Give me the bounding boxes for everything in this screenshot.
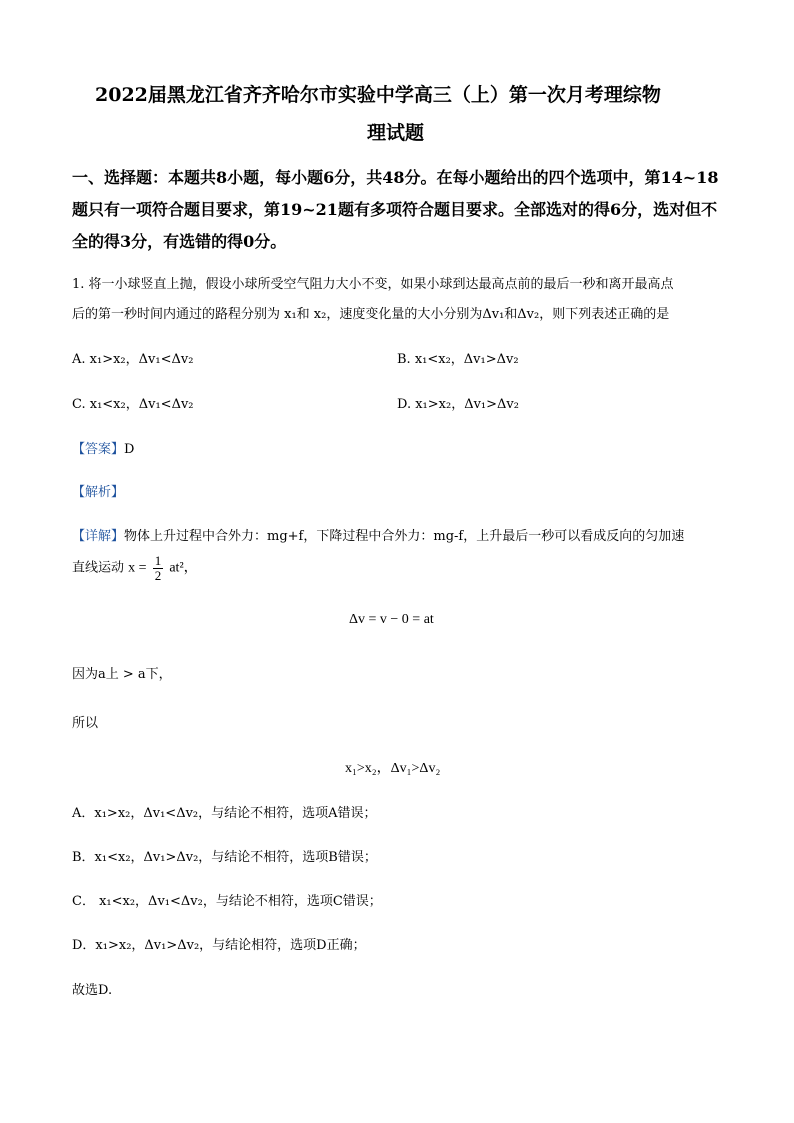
result-line: x₁>x₂，Δv₁>Δv₂ xyxy=(345,761,441,776)
fraction-one-half xyxy=(153,554,164,582)
question-text-line1: 1. 将一小球竖直上抛，假设小球所受空气阻力大小不变，如果小球到达最高点前的最后一秒和离开最高点 xyxy=(72,277,674,292)
detail-option-b: B．x₁<x₂，Δv₁>Δv₂，与结论不相符，选项B错误； xyxy=(72,850,377,865)
so-line: 所以 xyxy=(72,716,99,731)
section-instructions-line1: 一、选择题：本题共8小题，每小题6分，共48分。在每小题给出的四个选项中，第14~18 xyxy=(72,168,719,187)
doc-title-line2: 理试题 xyxy=(367,122,425,144)
detail-option-c: C． x₁<x₂，Δv₁<Δv₂，与结论不相符，选项C错误； xyxy=(72,894,382,909)
option-d: D. x₁>x₂，Δv₁>Δv₂ xyxy=(397,397,519,412)
detail-tag: 【详解】 xyxy=(72,529,125,544)
question-text-line2: 后的第一秒时间内通过的路程分别为 x₁和 x₂，速度变化量的大小分别为Δv₁和Δv₂，则下列表述正确的是 xyxy=(72,307,670,322)
detail-option-d: D．x₁>x₂，Δv₁>Δv₂，与结论相符，选项D正确； xyxy=(72,938,366,953)
detail-line2 xyxy=(72,554,198,582)
final-answer-line: 故选D. xyxy=(72,983,113,998)
answer-line xyxy=(72,438,134,457)
detail-line1 xyxy=(72,525,684,544)
answer-value: D xyxy=(124,442,135,457)
doc-title-line1: 2022届黑龙江省齐齐哈尔市实验中学高三（上）第一次月考理综物 xyxy=(95,84,661,106)
answer-tag: 【答案】 xyxy=(72,442,125,457)
fraction-denominator: 2 xyxy=(154,567,162,583)
option-b: B. x₁<x₂，Δv₁>Δv₂ xyxy=(397,352,519,367)
equation-x-right: at²， xyxy=(169,560,198,576)
option-c: C. x₁<x₂，Δv₁<Δv₂ xyxy=(72,397,194,412)
fraction-numerator: 1 xyxy=(154,553,162,568)
option-a: A. x₁>x₂，Δv₁<Δv₂ xyxy=(72,352,194,367)
analysis-tag: 【解析】 xyxy=(72,485,125,500)
section-instructions-line3: 全的得3分，有选错的得0分。 xyxy=(72,232,287,251)
detail-line1-text: 物体上升过程中合外力：mg+f，下降过程中合外力：mg-f，上升最后一秒可以看成反向的匀加速 xyxy=(124,529,685,544)
detail-line2-prefix: 直线运动 xyxy=(72,560,125,576)
detail-option-a: A．x₁>x₂，Δv₁<Δv₂，与结论不相符，选项A错误； xyxy=(72,806,377,821)
equation-x-left: x = xyxy=(128,560,147,576)
section-instructions-line2: 题只有一项符合题目要求，第19~21题有多项符合题目要求。全部选对的得6分，选对但不 xyxy=(72,200,718,219)
equation-delta-v: Δv = v − 0 = at xyxy=(349,612,434,627)
because-line: 因为a上 > a下， xyxy=(72,667,172,682)
